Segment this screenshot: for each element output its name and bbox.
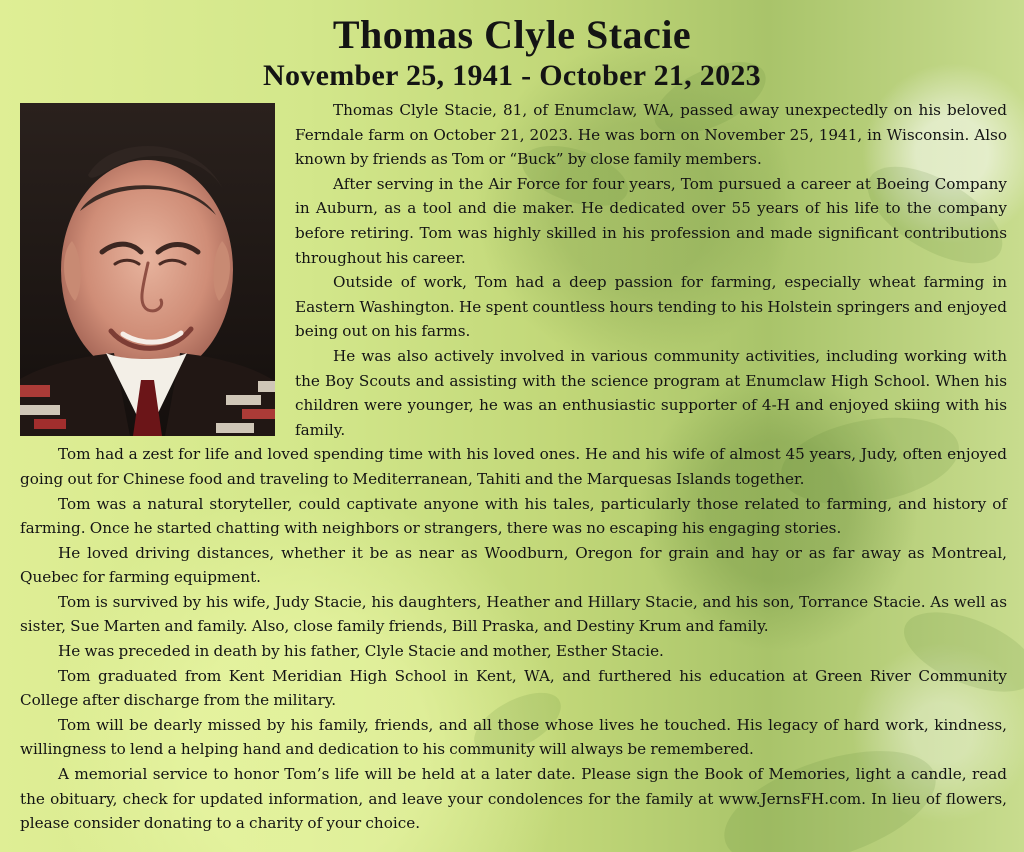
obituary-paragraph: He loved driving distances, whether it be as near as Woodburn, Oregon for grain and hay or as far away as Montreal, Quebec for farming equipment. [20, 543, 1007, 587]
obituary-paragraph: Tom had a zest for life and loved spending time with his loved ones. He and his wife of almost 45 years, Judy, often enjoyed going out for Chinese food and traveling to Mediterranean, Tahiti and the Marquesas Islands together. [20, 445, 1007, 488]
obituary-paragraph: Tom was a natural storyteller, could captivate anyone with his tales, particularly those related to farming, and history of farming. Once he started chatting with neighbors or strangers, there was no escaping his engaging stories. [20, 494, 1007, 538]
obituary-body [20, 98, 1007, 836]
obituary-paragraph: A memorial service to honor Tom’s life will be held at a later date. Please sign the Book of Memories, light a candle, read the obituary, check for updated information, and leave your condolences for the family at www.JernsFH.com. In lieu of flowers, please consider donating to a charity of your choice. [20, 765, 1007, 833]
obituary-paragraph: Thomas Clyle Stacie, 81, of Enumclaw, WA, passed away unexpectedly on his beloved Ferndale farm on October 21, 2023. He was born on November 25, 1941, in Wisconsin. Also known by friends as Tom or “Buck” by close family members. [295, 101, 1007, 169]
obituary-paragraph: He was preceded in death by his father, Clyle Stacie and mother, Esther Stacie. [58, 642, 664, 661]
obituary-paragraph: Tom will be dearly missed by his family, friends, and all those whose lives he touched. His legacy of hard work, kindness, willingness to lend a helping hand and dedication to his community will always be remembered. [20, 715, 1007, 759]
obituary-paragraph: After serving in the Air Force for four years, Tom pursued a career at Boeing Company in Auburn, as a tool and die maker. He dedicated over 55 years of his life to the company before retiring. Tom was highly skilled in his profession and made significant contributions throughout his career. [295, 174, 1007, 267]
obituary-name: Thomas Clyle Stacie [332, 12, 692, 57]
obituary-header [0, 12, 1024, 92]
obituary-dates: November 25, 1941 - October 21, 2023 [263, 59, 761, 92]
obituary-paragraph: Tom is survived by his wife, Judy Stacie, his daughters, Heather and Hillary Stacie, and his son, Torrance Stacie. As well as sister, Sue Marten and family. Also, close family friends, Bill Praska, and Destiny Krum and family. [20, 592, 1007, 636]
obituary-paragraph: He was also actively involved in various community activities, including working with the Boy Scouts and assisting with the science program at Enumclaw High School. When his children were younger, he was an enthusiastic supporter of 4-H and enjoyed skiing with his family. [295, 346, 1007, 439]
obituary-paragraph: Outside of work, Tom had a deep passion for farming, especially wheat farming in Eastern Washington. He spent countless hours tending to his Holstein springers and enjoyed being out on his farms. [295, 273, 1007, 341]
obituary-paragraph: Tom graduated from Kent Meridian High School in Kent, WA, and furthered his education at Green River Community College after discharge from the military. [20, 666, 1007, 710]
